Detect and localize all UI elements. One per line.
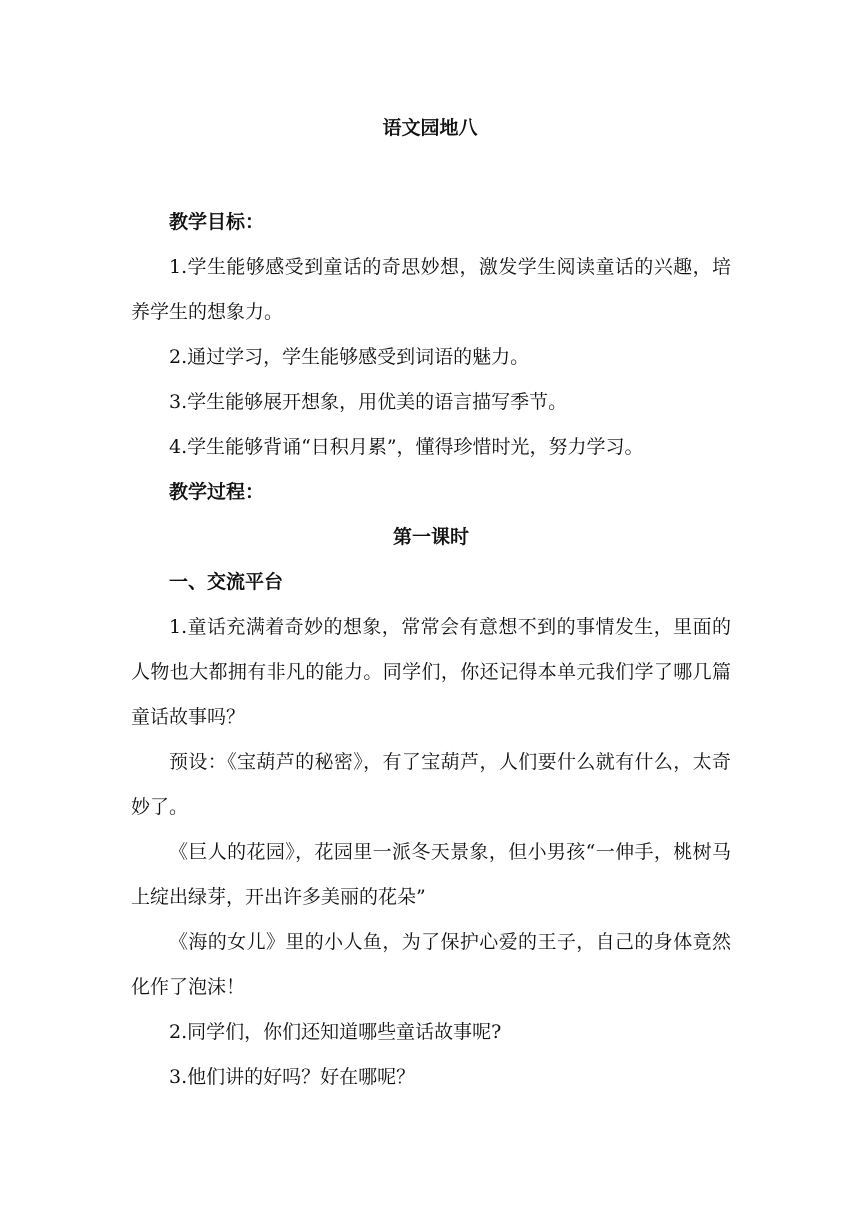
document-body: [131, 200, 731, 1100]
objectives-heading: 教学目标：: [169, 211, 265, 233]
process-heading: 教学过程：: [169, 481, 265, 503]
objective-item-2: 2.通过学习，学生能够感受到词语的魅力。: [169, 346, 530, 368]
document-title: 语文园地八: [382, 117, 478, 139]
paragraph-question-3: 3.他们讲的好吗？好在哪呢？: [169, 1066, 416, 1088]
paragraph-preset: 预设：《宝葫芦的秘密》，有了宝葫芦，人们要什么就有什么，太奇妙了。: [131, 751, 731, 818]
objective-item-1: 1.学生能够感受到童话的奇思妙想，激发学生阅读童话的兴趣，培养学生的想象力。: [131, 256, 731, 323]
paragraph-little-mermaid: 《海的女儿》里的小人鱼，为了保护心爱的王子，自己的身体竟然化作了泡沫！: [131, 931, 731, 998]
objective-item-3: 3.学生能够展开想象，用优美的语言描写季节。: [169, 391, 568, 413]
objective-item-4: 4.学生能够背诵“日积月累”，懂得珍惜时光，努力学习。: [169, 436, 644, 458]
section-heading: 一、交流平台: [169, 571, 284, 593]
paragraph-question: 1.童话充满着奇妙的想象，常常会有意想不到的事情发生，里面的人物也大都拥有非凡的能力。同学们，你还记得本单元我们学了哪几篇童话故事吗？: [131, 616, 731, 728]
lesson-title: 第一课时: [392, 526, 469, 548]
paragraph-question-2: 2.同学们，你们还知道哪些童话故事呢?: [169, 1021, 502, 1043]
paragraph-giant-garden: 《巨人的花园》，花园里一派冬天景象，但小男孩“一伸手，桃树马上绽出绿芽，开出许多美丽的花朵”: [131, 841, 731, 908]
